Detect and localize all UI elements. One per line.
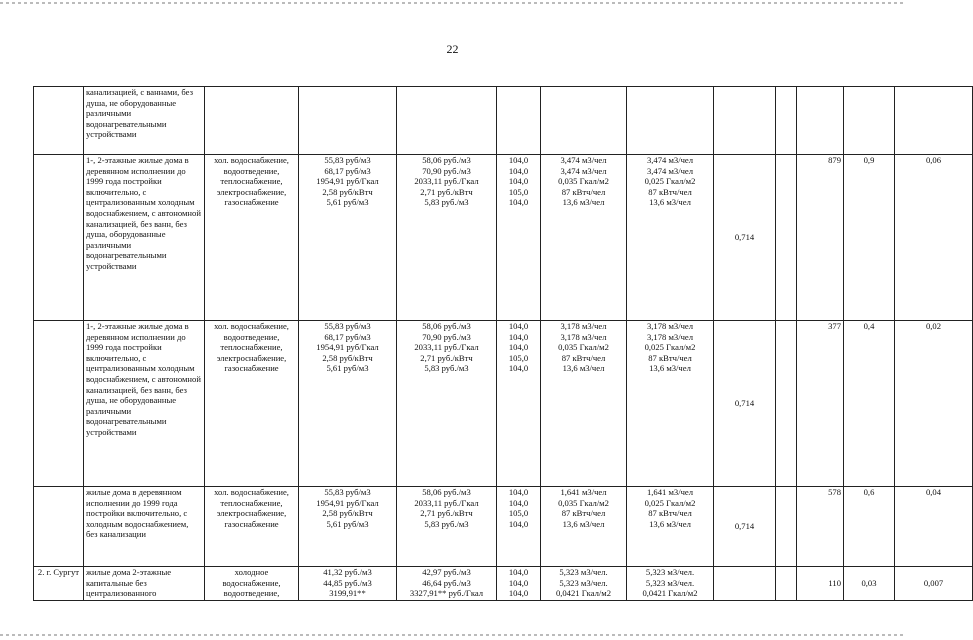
cell-norm1 <box>541 155 627 321</box>
cell-tariff1 <box>299 321 397 487</box>
cell-c10 <box>776 487 797 567</box>
cell-norm2-line: 87 кВтч/чел <box>648 352 692 363</box>
cell-tariff2-line: 5,83 руб./м3 <box>424 197 469 208</box>
cell-tariff1-line: 55,83 руб/м3 <box>324 155 371 165</box>
cell-value: 0,02 <box>895 321 973 487</box>
cell-services-line: теплоснабжение, <box>220 176 283 187</box>
cell-tariff2 <box>397 487 497 567</box>
cell-count <box>797 87 844 155</box>
cell-norm2-line: 87 кВтч/чел <box>648 508 692 519</box>
cell-tariff2-line: 5,83 руб./м3 <box>424 518 469 529</box>
cell-index-line: 105,0 <box>508 186 529 197</box>
cell-tariff2-line: 2033,11 руб./Гкал <box>414 342 479 353</box>
cell-norm2-line: 13,6 м3/чел <box>649 197 691 208</box>
cell-norm2-line: 5,323 м3/чел. <box>645 567 695 577</box>
cell-index-line: 104,0 <box>508 577 529 588</box>
cell-index-line: 104,0 <box>508 321 529 331</box>
cell-tariff2-line: 46,64 руб./м3 <box>422 577 471 588</box>
cell-coef <box>714 87 776 155</box>
cell-norm2-line: 13,6 м3/чел <box>649 518 691 529</box>
cell-tariff2-line: 42,97 руб./м3 <box>422 567 471 577</box>
cell-col1 <box>34 321 84 487</box>
cell-tariff2-line: 70,90 руб./м3 <box>422 331 471 342</box>
cell-services-line: хол. водоснабжение, <box>214 487 289 497</box>
cell-norm2 <box>627 487 714 567</box>
cell-count: 578 <box>797 487 844 567</box>
cell-tariff2 <box>397 87 497 155</box>
cell-norm2-line: 13,6 м3/чел <box>649 363 691 374</box>
cell-col1 <box>34 487 84 567</box>
cell-value: 0,04 <box>895 487 973 567</box>
cell-tariff1-line: 3199,91** <box>329 588 366 599</box>
cell-tariff1-line: 2,58 руб/кВтч <box>322 186 373 197</box>
cell-share: 0,6 <box>844 487 895 567</box>
cell-services-line: холодное <box>234 567 269 577</box>
cell-index-line: 104,0 <box>508 567 529 577</box>
cell-services-line: электроснабжение, <box>216 508 287 519</box>
cell-tariff2-line: 58,06 руб./м3 <box>422 321 471 331</box>
cell-c10 <box>776 567 797 601</box>
cell-norm1-line: 0,0421 Гкал/м2 <box>555 588 612 599</box>
cell-col1: 2. г. Сургут <box>34 567 84 601</box>
cell-norm2-line: 0,025 Гкал/м2 <box>644 176 696 187</box>
cell-norm2-line: 3,474 м3/чел <box>646 155 694 165</box>
cell-value: 0,06 <box>895 155 973 321</box>
cell-tariff1-line: 5,61 руб/м3 <box>326 197 369 208</box>
cell-index-line: 104,0 <box>508 176 529 187</box>
cell-services-line: электроснабжение, <box>216 352 287 363</box>
cell-tariff1-line: 5,61 руб/м3 <box>326 363 369 374</box>
cell-index-line: 104,0 <box>508 342 529 353</box>
cell-norm2 <box>627 155 714 321</box>
cell-index <box>497 567 541 601</box>
cell-tariff2-line: 3327,91** руб./Гкал <box>409 588 484 599</box>
cell-services-line: водоотведение, <box>223 331 280 342</box>
cell-index-line: 104,0 <box>508 363 529 374</box>
cell-norm2-line: 5,323 м3/чел. <box>645 577 695 588</box>
cell-index-line: 104,0 <box>508 487 529 497</box>
cell-descr: 1-, 2-этажные жилые дома в деревянном исполнении до 1999 года постройки включительно, с централизованным холодным водоснабжением, с автономной канализацией, без ванн, без душа, оборудованные различными водонагревательными устройствами <box>84 155 205 321</box>
cell-norm1-line: 3,178 м3/чел <box>560 321 607 331</box>
cell-tariff1-line: 5,61 руб/м3 <box>326 518 369 529</box>
cell-norm2-line: 0,025 Гкал/м2 <box>644 342 696 353</box>
cell-norm1-line: 5,323 м3/чел. <box>559 577 608 588</box>
cell-services-line: газоснабжение <box>224 197 279 208</box>
table-row <box>34 487 973 567</box>
cell-norm2-line: 0,0421 Гкал/м2 <box>642 588 698 599</box>
cell-norm2-line: 3,474 м3/чел <box>646 165 694 176</box>
cell-share: 0,03 <box>844 567 895 601</box>
cell-descr: жилые дома в деревянном исполнении до 1999 года постройки включительно, с холодным водоснабжением, без канализации <box>84 487 205 567</box>
cell-index-line: 104,0 <box>508 518 529 529</box>
cell-services <box>205 87 299 155</box>
cell-services-line: хол. водоснабжение, <box>214 155 289 165</box>
cell-norm1 <box>541 321 627 487</box>
table-row <box>34 155 973 321</box>
scan-edge-top <box>0 2 905 4</box>
cell-norm1-line: 3,474 м3/чел <box>560 155 607 165</box>
cell-services <box>205 155 299 321</box>
cell-tariff1-line: 1954,91 руб/Гкал <box>316 497 379 508</box>
cell-tariff1-line: 2,58 руб/кВтч <box>322 352 373 363</box>
cell-norm2 <box>627 567 714 601</box>
cell-services <box>205 567 299 601</box>
cell-norm1-line: 1,641 м3/чел <box>560 487 607 497</box>
cell-norm1 <box>541 487 627 567</box>
cell-descr: жилые дома 2-этажные капитальные без централизованного <box>84 567 205 601</box>
cell-norm1-line: 3,178 м3/чел <box>560 331 607 342</box>
cell-tariff1-line: 68,17 руб/м3 <box>324 165 371 176</box>
cell-value: 0,007 <box>895 567 973 601</box>
cell-tariff2-line: 58,06 руб./м3 <box>422 487 471 497</box>
cell-tariff1 <box>299 155 397 321</box>
cell-value <box>895 87 973 155</box>
cell-tariff1-line: 44,85 руб./м3 <box>323 577 372 588</box>
cell-tariff1-line: 2,58 руб/кВтч <box>322 508 373 519</box>
cell-services-line: водоотведение, <box>223 165 280 176</box>
cell-index-line: 104,0 <box>508 588 529 599</box>
cell-tariff2-line: 2033,11 руб./Гкал <box>414 497 479 508</box>
cell-norm1-line: 0,035 Гкал/м2 <box>558 497 609 508</box>
cell-index <box>497 487 541 567</box>
cell-norm1-line: 87 кВтч/чел <box>561 186 606 197</box>
cell-norm2 <box>627 321 714 487</box>
cell-col1 <box>34 155 84 321</box>
cell-norm2-line: 3,178 м3/чел <box>646 321 694 331</box>
cell-tariff2 <box>397 567 497 601</box>
cell-index <box>497 155 541 321</box>
cell-index-line: 105,0 <box>508 352 529 363</box>
cell-services-line: газоснабжение <box>224 518 279 529</box>
cell-coef: 0,714 <box>714 155 776 321</box>
cell-c10 <box>776 321 797 487</box>
cell-tariff2 <box>397 155 497 321</box>
cell-norm2-line: 3,178 м3/чел <box>646 331 694 342</box>
cell-tariff1-line: 41,32 руб./м3 <box>323 567 372 577</box>
cell-services-line: хол. водоснабжение, <box>214 321 289 331</box>
cell-services-line: теплоснабжение, <box>220 497 283 508</box>
cell-services-line: электроснабжение, <box>216 186 287 197</box>
cell-count: 879 <box>797 155 844 321</box>
cell-norm1-line: 13,6 м3/чел <box>562 197 605 208</box>
cell-coef <box>714 567 776 601</box>
cell-tariff2 <box>397 321 497 487</box>
cell-index-line: 104,0 <box>508 331 529 342</box>
cell-tariff1-line: 68,17 руб/м3 <box>324 331 371 342</box>
cell-index-line: 104,0 <box>508 165 529 176</box>
cell-norm2 <box>627 87 714 155</box>
cell-descr: 1-, 2-этажные жилые дома в деревянном исполнении до 1999 года постройки включительно, с централизованным холодным водоснабжением, с автономной канализацией, без ванн, без душа, не оборудованные различными водонагревательными устройствами <box>84 321 205 487</box>
cell-norm1-line: 13,6 м3/чел <box>562 363 605 374</box>
cell-share <box>844 87 895 155</box>
cell-tariff2-line: 58,06 руб./м3 <box>422 155 471 165</box>
cell-tariff2-line: 2,71 руб./кВтч <box>420 352 473 363</box>
cell-norm1-line: 87 кВтч/чел <box>561 508 606 519</box>
cell-norm1 <box>541 567 627 601</box>
cell-services-line: газоснабжение <box>224 363 279 374</box>
cell-services <box>205 487 299 567</box>
cell-tariff2-line: 70,90 руб./м3 <box>422 165 471 176</box>
cell-tariff2-line: 2,71 руб./кВтч <box>420 508 473 519</box>
cell-tariff1-line: 1954,91 руб/Гкал <box>316 176 379 187</box>
cell-c10 <box>776 87 797 155</box>
cell-norm1-line: 3,474 м3/чел <box>560 165 607 176</box>
table-row <box>34 87 973 155</box>
cell-tariff1 <box>299 87 397 155</box>
cell-coef: 0,714 <box>714 321 776 487</box>
cell-coef: 0,714 <box>714 487 776 567</box>
cell-tariff1-line: 55,83 руб/м3 <box>324 487 371 497</box>
cell-count: 110 <box>797 567 844 601</box>
cell-tariff2-line: 5,83 руб./м3 <box>424 363 469 374</box>
cell-tariff1-line: 55,83 руб/м3 <box>324 321 371 331</box>
cell-norm2-line: 87 кВтч/чел <box>648 186 692 197</box>
cell-index <box>497 87 541 155</box>
table-row <box>34 567 973 601</box>
cell-services-line: теплоснабжение, <box>220 342 283 353</box>
cell-norm1-line: 87 кВтч/чел <box>561 352 606 363</box>
table-row <box>34 321 973 487</box>
cell-tariff1 <box>299 567 397 601</box>
cell-count: 377 <box>797 321 844 487</box>
cell-index <box>497 321 541 487</box>
cell-col1 <box>34 87 84 155</box>
cell-norm2-line: 1,641 м3/чел <box>646 487 694 497</box>
page-number: 22 <box>446 42 459 56</box>
cell-norm1-line: 0,035 Гкал/м2 <box>558 176 609 187</box>
cell-norm2-line: 0,025 Гкал/м2 <box>644 497 696 508</box>
cell-share: 0,4 <box>844 321 895 487</box>
cell-tariff1 <box>299 487 397 567</box>
cell-norm1-line: 13,6 м3/чел <box>562 518 605 529</box>
cell-norm1-line: 5,323 м3/чел. <box>559 567 608 577</box>
tariff-table <box>33 86 973 601</box>
cell-index-line: 104,0 <box>508 155 529 165</box>
cell-index-line: 104,0 <box>508 197 529 208</box>
cell-index-line: 104,0 <box>508 497 529 508</box>
cell-services-line: водоотведение, <box>223 588 280 599</box>
cell-services-line: водоснабжение, <box>222 577 281 588</box>
cell-descr: канализацией, с ваннами, без душа, не оборудованные различными водонагревательными устройствами <box>84 87 205 155</box>
scan-edge-bottom <box>0 634 905 636</box>
cell-tariff1-line: 1954,91 руб/Гкал <box>316 342 379 353</box>
cell-c10 <box>776 155 797 321</box>
cell-share: 0,9 <box>844 155 895 321</box>
cell-services <box>205 321 299 487</box>
cell-index-line: 105,0 <box>508 508 529 519</box>
cell-norm1-line: 0,035 Гкал/м2 <box>558 342 609 353</box>
cell-norm1 <box>541 87 627 155</box>
cell-tariff2-line: 2,71 руб./кВтч <box>420 186 473 197</box>
cell-tariff2-line: 2033,11 руб./Гкал <box>414 176 479 187</box>
